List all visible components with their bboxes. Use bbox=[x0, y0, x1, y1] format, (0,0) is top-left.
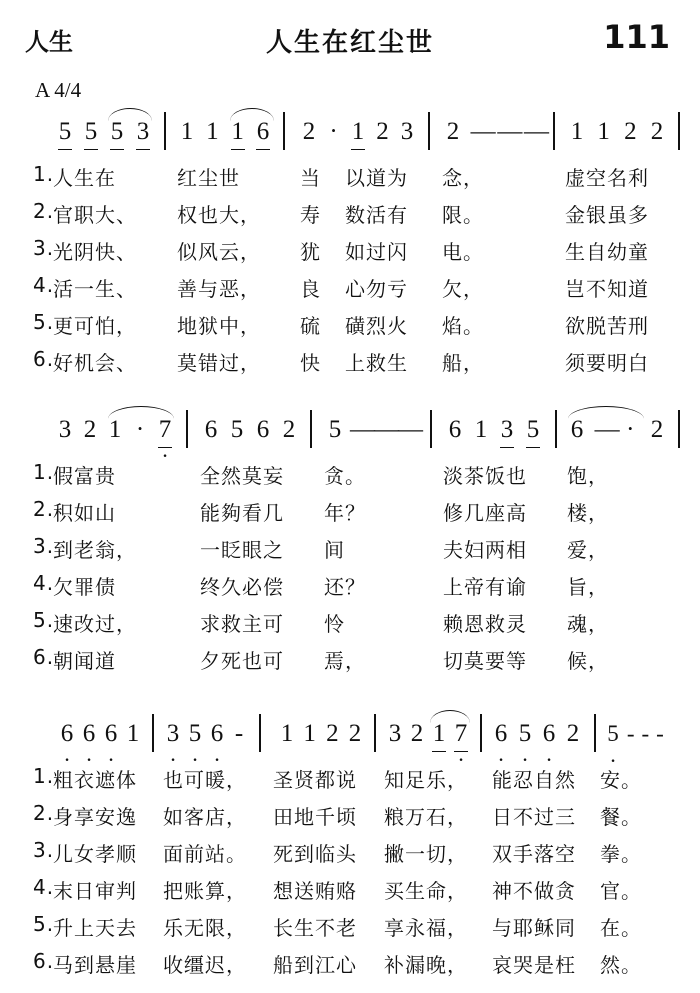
lyric: 死到临头 bbox=[273, 842, 357, 866]
lyric: 终久必偿 bbox=[200, 575, 284, 599]
verse-number: 5. bbox=[33, 310, 55, 334]
note: 1 bbox=[206, 117, 219, 145]
note: - bbox=[234, 719, 244, 747]
lyric: 哀哭是枉 bbox=[492, 953, 576, 977]
note: 6 bbox=[570, 415, 584, 443]
lyric: 朝闻道 bbox=[53, 649, 116, 673]
barline bbox=[186, 410, 188, 448]
note: 1 bbox=[180, 117, 194, 145]
barline bbox=[480, 714, 482, 752]
lyric: 面前站。 bbox=[163, 842, 247, 866]
tie-slur bbox=[568, 406, 644, 419]
lyric: 想送贿赂 bbox=[273, 879, 357, 903]
verse-line bbox=[0, 497, 700, 534]
lyric: 一眨眼之 bbox=[200, 538, 284, 562]
lyric: 岂不知道 bbox=[565, 277, 649, 301]
lyric: 能忍自然 bbox=[492, 768, 576, 792]
note: 1 bbox=[303, 719, 316, 747]
note: 5 bbox=[230, 415, 244, 443]
note: — bbox=[497, 117, 523, 145]
lyric: 金银虽多 bbox=[565, 203, 649, 227]
note: - bbox=[626, 720, 635, 746]
note: — bbox=[470, 117, 496, 145]
note: 3 bbox=[134, 119, 152, 144]
lyric: 收缰迟， bbox=[163, 953, 247, 977]
lyric: 船到江心 bbox=[273, 953, 357, 977]
measure bbox=[326, 410, 423, 448]
lyric: 长生不老 bbox=[273, 916, 357, 940]
note: 3 bbox=[58, 415, 72, 443]
note: 6 bbox=[256, 415, 270, 443]
note: · bbox=[135, 415, 145, 443]
lyric: 乐无限， bbox=[163, 916, 247, 940]
verse-line bbox=[0, 460, 700, 497]
notation-staff bbox=[0, 110, 700, 156]
lyric: 数活有 bbox=[345, 203, 408, 227]
verse-line bbox=[0, 608, 700, 645]
lyric: 欲脱苦刑 bbox=[565, 314, 649, 338]
lyric: 假富贵 bbox=[53, 464, 116, 488]
measure bbox=[178, 112, 272, 150]
note: 1 bbox=[349, 119, 367, 144]
barline bbox=[553, 112, 555, 150]
lyric: 爱， bbox=[567, 538, 609, 562]
lyric: 焰。 bbox=[442, 314, 484, 338]
note: · bbox=[626, 415, 635, 443]
lyric: 似风云， bbox=[177, 240, 261, 264]
note: 2 bbox=[326, 719, 339, 747]
barline bbox=[310, 410, 312, 448]
barline bbox=[259, 714, 261, 752]
note: 2 bbox=[650, 117, 664, 145]
verse-line bbox=[0, 912, 700, 949]
note: · 5 bbox=[186, 721, 204, 746]
measure bbox=[202, 410, 298, 448]
lyric: 马到悬崖 bbox=[53, 953, 137, 977]
lyric: 好机会、 bbox=[53, 351, 137, 375]
note: — bbox=[350, 415, 375, 443]
verse-number: 4. bbox=[33, 273, 55, 297]
lyric: 赖恩救灵 bbox=[443, 612, 527, 636]
note: 6 bbox=[448, 415, 462, 443]
verse-line bbox=[0, 875, 700, 912]
lyric: 速改过， bbox=[53, 612, 137, 636]
note: 1 bbox=[570, 117, 584, 145]
lyric: 官职大、 bbox=[53, 203, 137, 227]
note: · 6 bbox=[540, 721, 558, 746]
lyric: 光阴快、 bbox=[53, 240, 137, 264]
verse-line bbox=[0, 162, 700, 199]
lyric: 夕死也可 bbox=[200, 649, 284, 673]
lyric: 粮万石， bbox=[384, 805, 468, 829]
note: · 6 bbox=[102, 721, 120, 746]
verse-line bbox=[0, 310, 700, 347]
note: 1 bbox=[280, 719, 294, 747]
lyric: 贪。 bbox=[324, 464, 366, 488]
verse-line bbox=[0, 347, 700, 384]
note: 5 bbox=[108, 119, 126, 144]
note: 5 bbox=[524, 417, 542, 442]
lyric: 如过闪 bbox=[345, 240, 408, 264]
measure bbox=[568, 112, 666, 150]
notation-staff bbox=[0, 408, 700, 454]
lyric: 更可怕， bbox=[53, 314, 137, 338]
verse-number: 1. bbox=[33, 764, 55, 788]
measure bbox=[58, 714, 142, 752]
lyric: 犹 bbox=[300, 240, 321, 264]
verse-line bbox=[0, 838, 700, 875]
lyric: 虚空名利 bbox=[565, 166, 649, 190]
verse-number: 1. bbox=[33, 460, 55, 484]
note: 2 bbox=[410, 719, 424, 747]
note: 2 bbox=[446, 117, 460, 145]
note: · bbox=[329, 117, 338, 145]
note: · 6 bbox=[58, 721, 76, 746]
measure bbox=[278, 714, 364, 752]
lyric: 电。 bbox=[442, 240, 484, 264]
tie-slur bbox=[230, 108, 274, 121]
lyric: 淡茶饭也 bbox=[443, 464, 527, 488]
verse-number: 1. bbox=[33, 162, 55, 186]
lyric: 莫错过， bbox=[177, 351, 261, 375]
note: — bbox=[594, 415, 620, 443]
note: 2 bbox=[348, 719, 362, 747]
lyric: 求救主可 bbox=[200, 612, 284, 636]
barline bbox=[152, 714, 154, 752]
note: 1 bbox=[108, 415, 122, 443]
lyric: 安。 bbox=[600, 768, 642, 792]
note: 1 bbox=[126, 719, 140, 747]
lyric: 全然莫妄 bbox=[200, 464, 284, 488]
verse-line bbox=[0, 199, 700, 236]
verse-number: 2. bbox=[33, 801, 55, 825]
note: 5 bbox=[82, 119, 100, 144]
verse-line bbox=[0, 764, 700, 801]
lyric: 焉， bbox=[324, 649, 366, 673]
lyric: 良 bbox=[300, 277, 321, 301]
lyric: 拳。 bbox=[600, 842, 642, 866]
lyric: 知足乐， bbox=[384, 768, 468, 792]
lyric: 餐。 bbox=[600, 805, 642, 829]
music-system-1 bbox=[0, 110, 700, 384]
lyric: 寿 bbox=[300, 203, 321, 227]
lyric: 与耶稣同 bbox=[492, 916, 576, 940]
note: - bbox=[656, 720, 664, 746]
note: 6 bbox=[254, 119, 272, 144]
notation-staff bbox=[0, 712, 700, 758]
note: · 5 bbox=[604, 722, 622, 745]
lyric: 日不过三 bbox=[492, 805, 576, 829]
lyric: 楼， bbox=[567, 501, 609, 525]
barline bbox=[374, 714, 376, 752]
lyric: 限。 bbox=[442, 203, 484, 227]
lyric: 然。 bbox=[600, 953, 642, 977]
note: 2 bbox=[624, 117, 637, 145]
lyric: 人生在 bbox=[53, 166, 116, 190]
verse-number: 6. bbox=[33, 347, 55, 371]
music-system-3 bbox=[0, 712, 700, 986]
lyric: 念， bbox=[442, 166, 484, 190]
key-signature: A 4/4 bbox=[35, 78, 82, 102]
lyric: 粗衣遮体 bbox=[53, 768, 137, 792]
lyric: 生自幼童 bbox=[565, 240, 649, 264]
lyric: 权也大， bbox=[177, 203, 261, 227]
lyric: 双手落空 bbox=[492, 842, 576, 866]
lyric: 末日审判 bbox=[53, 879, 137, 903]
lyric: 夫妇两相 bbox=[443, 538, 527, 562]
note: · 6 bbox=[80, 721, 98, 746]
lyric: 上帝有谕 bbox=[443, 575, 527, 599]
note: 3 bbox=[388, 719, 402, 747]
lyric: 到老翁， bbox=[53, 538, 137, 562]
barline bbox=[164, 112, 166, 150]
note: 3 bbox=[498, 417, 516, 442]
note: 2 bbox=[376, 117, 389, 145]
lyric: 买生命， bbox=[384, 879, 468, 903]
lyric: 间 bbox=[324, 538, 345, 562]
note: 5 bbox=[328, 415, 342, 443]
note: 5 bbox=[56, 119, 74, 144]
note: - bbox=[641, 720, 650, 746]
measure bbox=[386, 714, 470, 752]
note: · 6 bbox=[492, 721, 510, 746]
note: 1 bbox=[597, 117, 610, 145]
note: 6 bbox=[204, 415, 218, 443]
verse-line bbox=[0, 949, 700, 986]
note: 1 bbox=[229, 119, 247, 144]
verse-number: 5. bbox=[33, 912, 55, 936]
lyric: 也可暖， bbox=[163, 768, 247, 792]
verse-number: 5. bbox=[33, 608, 55, 632]
lyric: 硫 bbox=[300, 314, 321, 338]
lyric: 田地千顷 bbox=[273, 805, 357, 829]
note: 2 bbox=[83, 415, 97, 443]
measure bbox=[568, 410, 666, 448]
note: 1 bbox=[474, 415, 488, 443]
note: · 5 bbox=[516, 721, 534, 746]
lyric: 官。 bbox=[600, 879, 642, 903]
music-system-2 bbox=[0, 408, 700, 682]
note: 2 bbox=[650, 415, 664, 443]
barline bbox=[428, 112, 430, 150]
measure bbox=[446, 410, 542, 448]
lyric: 当 bbox=[300, 166, 321, 190]
note: · 3 bbox=[164, 721, 182, 746]
barline bbox=[430, 410, 432, 448]
lyric: 饱， bbox=[567, 464, 609, 488]
verse-number: 4. bbox=[33, 875, 55, 899]
lyric: 神不做贪 bbox=[492, 879, 576, 903]
barline bbox=[283, 112, 285, 150]
section-label: 人生 bbox=[25, 28, 73, 56]
lyric: 享永福， bbox=[384, 916, 468, 940]
lyric: 撇一切， bbox=[384, 842, 468, 866]
measure bbox=[492, 714, 582, 752]
note: 2 bbox=[566, 719, 580, 747]
hymn-title: 人生在红尘世 bbox=[265, 28, 434, 58]
note: · 7 bbox=[156, 417, 174, 442]
lyric: 年？ bbox=[324, 501, 366, 525]
measure bbox=[444, 112, 549, 150]
verse-number: 6. bbox=[33, 645, 55, 669]
verse-line bbox=[0, 273, 700, 310]
lyric: 还？ bbox=[324, 575, 366, 599]
note: · 6 bbox=[208, 721, 226, 746]
lyric: 候， bbox=[567, 649, 609, 673]
lyric: 善与恶， bbox=[177, 277, 261, 301]
barline bbox=[555, 410, 557, 448]
lyric: 心勿亏 bbox=[345, 277, 408, 301]
lyric: 欠， bbox=[442, 277, 484, 301]
measure bbox=[300, 112, 416, 150]
lyric: 船， bbox=[442, 351, 484, 375]
note: 3 bbox=[400, 117, 414, 145]
lyric: 升上天去 bbox=[53, 916, 137, 940]
verse-line bbox=[0, 534, 700, 571]
barline bbox=[678, 410, 680, 448]
lyric: 以道为 bbox=[345, 166, 408, 190]
tie-slur bbox=[108, 108, 152, 121]
lyric: 切莫要等 bbox=[443, 649, 527, 673]
measure bbox=[164, 714, 248, 752]
note: — bbox=[523, 117, 549, 145]
lyric: 在。 bbox=[600, 916, 642, 940]
lyric: 身享安逸 bbox=[53, 805, 137, 829]
lyric: 把账算， bbox=[163, 879, 247, 903]
barline bbox=[678, 112, 680, 150]
measure bbox=[56, 410, 174, 448]
tie-slur bbox=[108, 406, 174, 419]
verse-number: 3. bbox=[33, 534, 55, 558]
tie-slur bbox=[430, 710, 470, 723]
note: 2 bbox=[302, 117, 316, 145]
lyric: 能夠看几 bbox=[200, 501, 284, 525]
verse-number: 3. bbox=[33, 838, 55, 862]
measure bbox=[604, 714, 666, 752]
lyric: 圣贤都说 bbox=[273, 768, 357, 792]
lyric: 积如山 bbox=[53, 501, 116, 525]
barline bbox=[594, 714, 596, 752]
lyric: 补漏晚， bbox=[384, 953, 468, 977]
lyric: 上救生 bbox=[345, 351, 408, 375]
lyric: 儿女孝顺 bbox=[53, 842, 137, 866]
verse-line bbox=[0, 236, 700, 273]
note: 1 bbox=[430, 721, 448, 746]
lyric: 快 bbox=[300, 351, 321, 375]
verse-line bbox=[0, 801, 700, 838]
verse-number: 6. bbox=[33, 949, 55, 973]
note: — bbox=[398, 415, 423, 443]
page-number: 111 bbox=[603, 18, 670, 56]
verse-number: 4. bbox=[33, 571, 55, 595]
verse-number: 3. bbox=[33, 236, 55, 260]
note: — bbox=[374, 415, 399, 443]
verse-line bbox=[0, 645, 700, 682]
verse-number: 2. bbox=[33, 497, 55, 521]
measure bbox=[56, 112, 152, 150]
note: 2 bbox=[282, 415, 296, 443]
lyric: 如客店， bbox=[163, 805, 247, 829]
lyric: 怜 bbox=[324, 612, 345, 636]
note: · 7 bbox=[452, 721, 470, 746]
lyric: 修几座高 bbox=[443, 501, 527, 525]
lyric: 红尘世 bbox=[177, 166, 240, 190]
lyric: 魂， bbox=[567, 612, 609, 636]
lyric: 欠罪债 bbox=[53, 575, 116, 599]
lyric: 磺烈火 bbox=[345, 314, 408, 338]
verse-line bbox=[0, 571, 700, 608]
lyric: 活一生、 bbox=[53, 277, 137, 301]
lyric: 旨， bbox=[567, 575, 609, 599]
lyric: 地狱中， bbox=[177, 314, 261, 338]
lyric: 须要明白 bbox=[565, 351, 649, 375]
verse-number: 2. bbox=[33, 199, 55, 223]
